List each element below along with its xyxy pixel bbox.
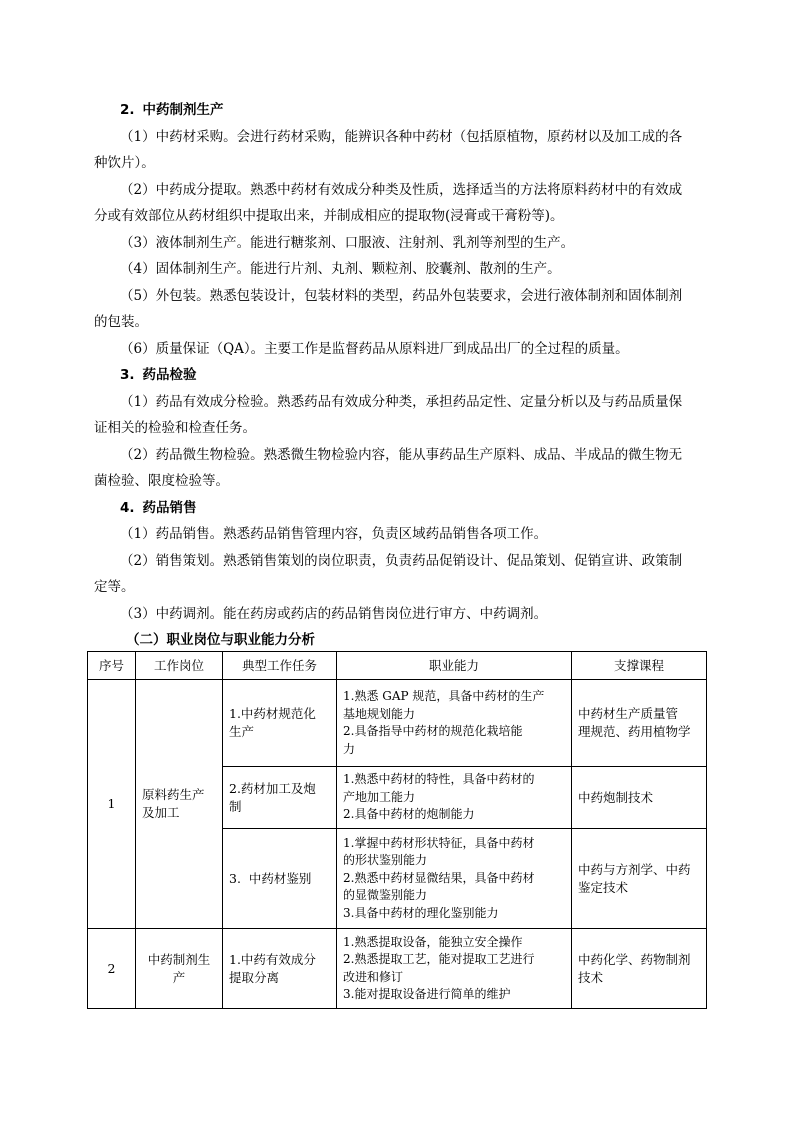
paragraph-line: （3）液体制剂生产。能进行糖浆剂、口服液、注射剂、乳剂等剂型的生产。	[120, 234, 575, 251]
section-title: 药品销售	[142, 499, 197, 516]
task-line: 1.中药材规范化	[229, 706, 316, 721]
section-heading-3	[94, 362, 706, 389]
task-line: 3. 中药材鉴别	[229, 870, 312, 886]
post-line: 原料药生产	[142, 787, 205, 802]
cell-no: 1	[88, 680, 136, 929]
ability-line: 2.具备指导中药材的规范化栽培能	[343, 724, 523, 738]
ability-line: 1.掌握中药材形状特征，具备中药材	[343, 835, 535, 850]
section-heading-4	[94, 495, 706, 522]
table-title: （二）职业岗位与职业能力分析	[126, 632, 315, 648]
task-line: 2.药材加工及炮	[229, 780, 316, 796]
task-line: 1.中药有效成分	[229, 951, 316, 967]
table-header-row	[88, 652, 707, 680]
paragraph-line: 的包装。	[94, 314, 148, 330]
task-line: 制	[229, 798, 242, 814]
section-title: 中药制剂生产	[142, 102, 224, 118]
post-line: 中药制剂生	[147, 951, 211, 967]
cell-course	[572, 929, 707, 1009]
table-row	[88, 929, 707, 1009]
ability-line: 3.具备中药材的理化鉴别能力	[343, 905, 499, 920]
header-post: 工作岗位	[136, 652, 223, 680]
post-line: 及加工	[142, 805, 180, 820]
ability-line: 3.能对提取设备进行简单的维护	[343, 987, 511, 1001]
task-line: 生产	[229, 724, 255, 739]
cell-course	[572, 767, 707, 829]
ability-line: 2.具备中药材的炮制能力	[343, 807, 475, 822]
paragraph-line: （1）药品有效成分检验。熟悉药品有效成分种类，承担药品定性、定量分析以及与药品质量保	[120, 393, 683, 410]
paragraph-line: （4）固体制剂生产。能进行片剂、丸剂、颗粒剂、胶囊剂、散剂的生产。	[120, 261, 561, 277]
cell-ability	[337, 767, 572, 829]
ability-line: 1.熟悉中药材的特性，具备中药材的	[343, 772, 535, 787]
section-number: 4.	[120, 499, 135, 516]
cell-task	[223, 929, 337, 1009]
cell-ability	[337, 829, 572, 929]
course-line: 中药与方剂学、中药	[578, 861, 691, 877]
header-ability: 职业能力	[337, 652, 572, 680]
ability-line: 2.熟悉中药材显微结果，具备中药材	[343, 870, 535, 885]
cell-task	[223, 680, 337, 767]
cell-post	[136, 929, 223, 1009]
cell-task	[223, 829, 337, 929]
ability-line: 的形状鉴别能力	[343, 853, 428, 868]
paragraph-line: 分或有效部位从药材组织中提取出来，并制成相应的提取物(浸膏或干膏粉等)。	[94, 208, 564, 224]
post-line: 产	[172, 969, 186, 985]
paragraph-line: （2）销售策划。熟悉销售策划的岗位职责，负责药品促销设计、促品策划、促销宣讲、政策制	[120, 552, 683, 569]
paragraph-line: （2）中药成分提取。熟悉中药材有效成分种类及性质，选择适当的方法将原料药材中的有效成	[120, 181, 683, 198]
cell-post	[136, 680, 223, 929]
course-line: 鉴定技术	[578, 879, 629, 895]
paragraph-line: （5）外包装。熟悉包装设计，包装材料的类型，药品外包装要求，会进行液体制剂和固体制剂	[120, 287, 683, 304]
cell-ability	[337, 929, 572, 1009]
paragraph-line: （3）中药调剂。能在药房或药店的药品销售岗位进行审方、中药调剂。	[120, 605, 548, 622]
ability-line: 产地加工能力	[343, 789, 416, 804]
paragraph-line: 菌检验、限度检验等。	[94, 473, 229, 489]
paragraph-line: 种饮片）。	[94, 155, 155, 171]
task-line: 提取分离	[229, 969, 280, 985]
paragraph-line: （6）质量保证（QA）。主要工作是监督药品从原料进厂到成品出厂的全过程的质量。	[120, 340, 629, 357]
paragraph-line: 定等。	[94, 579, 135, 595]
cell-task	[223, 767, 337, 829]
section-heading-2	[94, 97, 706, 124]
cell-course	[572, 829, 707, 929]
course-line: 中药材生产质量管	[578, 706, 679, 721]
course-line: 中药化学、药物制剂	[578, 951, 691, 967]
section-number: 2.	[120, 102, 135, 118]
cell-course	[572, 680, 707, 767]
document-body	[94, 97, 706, 1009]
section-title: 药品检验	[142, 367, 197, 383]
cell-no: 2	[88, 929, 136, 1009]
competency-table	[87, 651, 707, 1009]
paragraph-line: （2）药品微生物检验。熟悉微生物检验内容，能从事药品生产原料、成品、半成品的微生物无	[120, 446, 683, 463]
header-no: 序号	[88, 652, 136, 680]
course-line: 技术	[578, 969, 604, 985]
section-number: 3.	[120, 367, 135, 383]
table-row	[88, 680, 707, 767]
ability-line: 2.熟悉提取工艺，能对提取工艺进行	[343, 952, 535, 966]
ability-line: 1.熟悉 GAP 规范，具备中药材的生产	[343, 689, 545, 703]
paragraph-line: 证相关的检验和检查任务。	[94, 420, 256, 436]
course-line: 理规范、药用植物学	[578, 724, 691, 739]
course-line: 中药炮制技术	[578, 789, 654, 805]
ability-line: 1.熟悉提取设备，能独立安全操作	[343, 934, 523, 949]
header-course: 支撑课程	[572, 652, 707, 680]
ability-line: 改进和修订	[343, 969, 404, 984]
header-task: 典型工作任务	[223, 652, 337, 680]
paragraph-line: （1）中药材采购。会进行药材采购，能辨识各种中药材（包括原植物，原药材以及加工成的各	[120, 128, 683, 145]
ability-line: 基地规划能力	[343, 706, 416, 721]
ability-line: 力	[343, 741, 356, 756]
ability-line: 的显微鉴别能力	[343, 888, 428, 903]
cell-ability	[337, 680, 572, 767]
paragraph-line: （1）药品销售。熟悉药品销售管理内容，负责区域药品销售各项工作。	[120, 526, 548, 542]
